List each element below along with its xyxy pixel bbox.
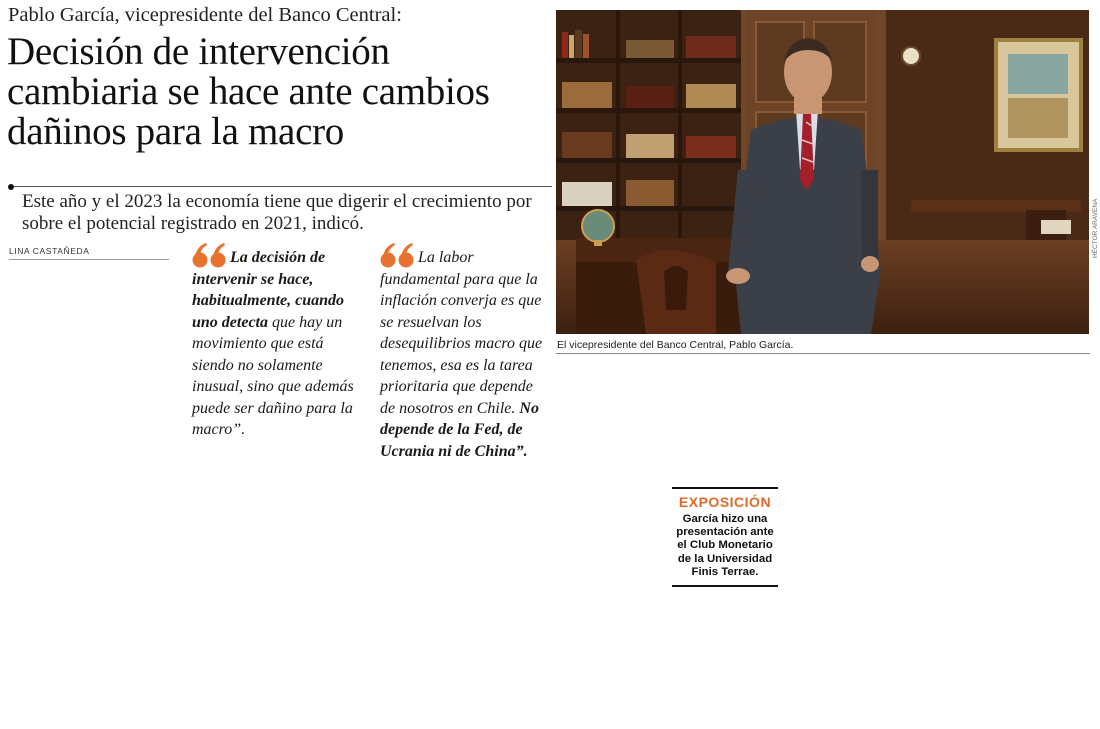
photo-credit: HÉCTOR ARAVENA (1092, 198, 1099, 258)
subhead-divider (14, 186, 552, 187)
caption-divider (556, 353, 1090, 354)
sidebar-bottom-rule (672, 585, 778, 587)
quote-2-emphasis: No depende de la Fed, de Ucrania ni de China”. (380, 399, 539, 460)
pull-quote-2 (380, 247, 546, 462)
headline-line-2: cambiaria se hace ante cambios (7, 70, 490, 113)
quote-mark-icon (380, 241, 416, 271)
article-byline: LINA CASTAÑEDA (9, 246, 90, 256)
sidebar-title: EXPOSICIÓN (678, 494, 772, 510)
quote-2-text: La labor fundamental para que la inflación converja es que se resuelvan los desequilibrios macro que tenemos, esa es la tarea prioritaria que depende de nosotros en Chile. (380, 249, 543, 417)
quote-1-text: que hay un movimiento que está siendo no solamente inusual, sino que además puede ser dañino para la macro”. (192, 313, 354, 438)
headline-line-1: Decisión de intervención (7, 30, 390, 73)
sidebar-body: García hizo una presentación ante el Club Monetario de la Universidad Finis Terrae. (676, 513, 774, 578)
exposicion-sidebar (672, 492, 778, 583)
pull-quote-1 (192, 247, 364, 441)
headline-line-3: dañinos para la macro (7, 110, 344, 153)
article-photo (556, 10, 1089, 334)
photo-caption: El vicepresidente del Banco Central, Pablo García. (557, 339, 794, 351)
article-kicker: Pablo García, vicepresidente del Banco Central: (8, 4, 402, 26)
quote-1-emphasis: La decisión de intervenir se hace, habitualmente, cuando uno detecta (192, 249, 345, 331)
article-headline (7, 32, 552, 152)
article-subhead: Este año y el 2023 la economía tiene que digerir el crecimiento por sobre el potencial registrado en 2021, indicó. (22, 191, 532, 234)
sidebar-top-rule (672, 487, 778, 489)
subhead-bullet-icon (8, 184, 14, 190)
office-photo-illustration (556, 10, 1089, 334)
quote-mark-icon (192, 241, 228, 271)
byline-divider (9, 259, 169, 260)
